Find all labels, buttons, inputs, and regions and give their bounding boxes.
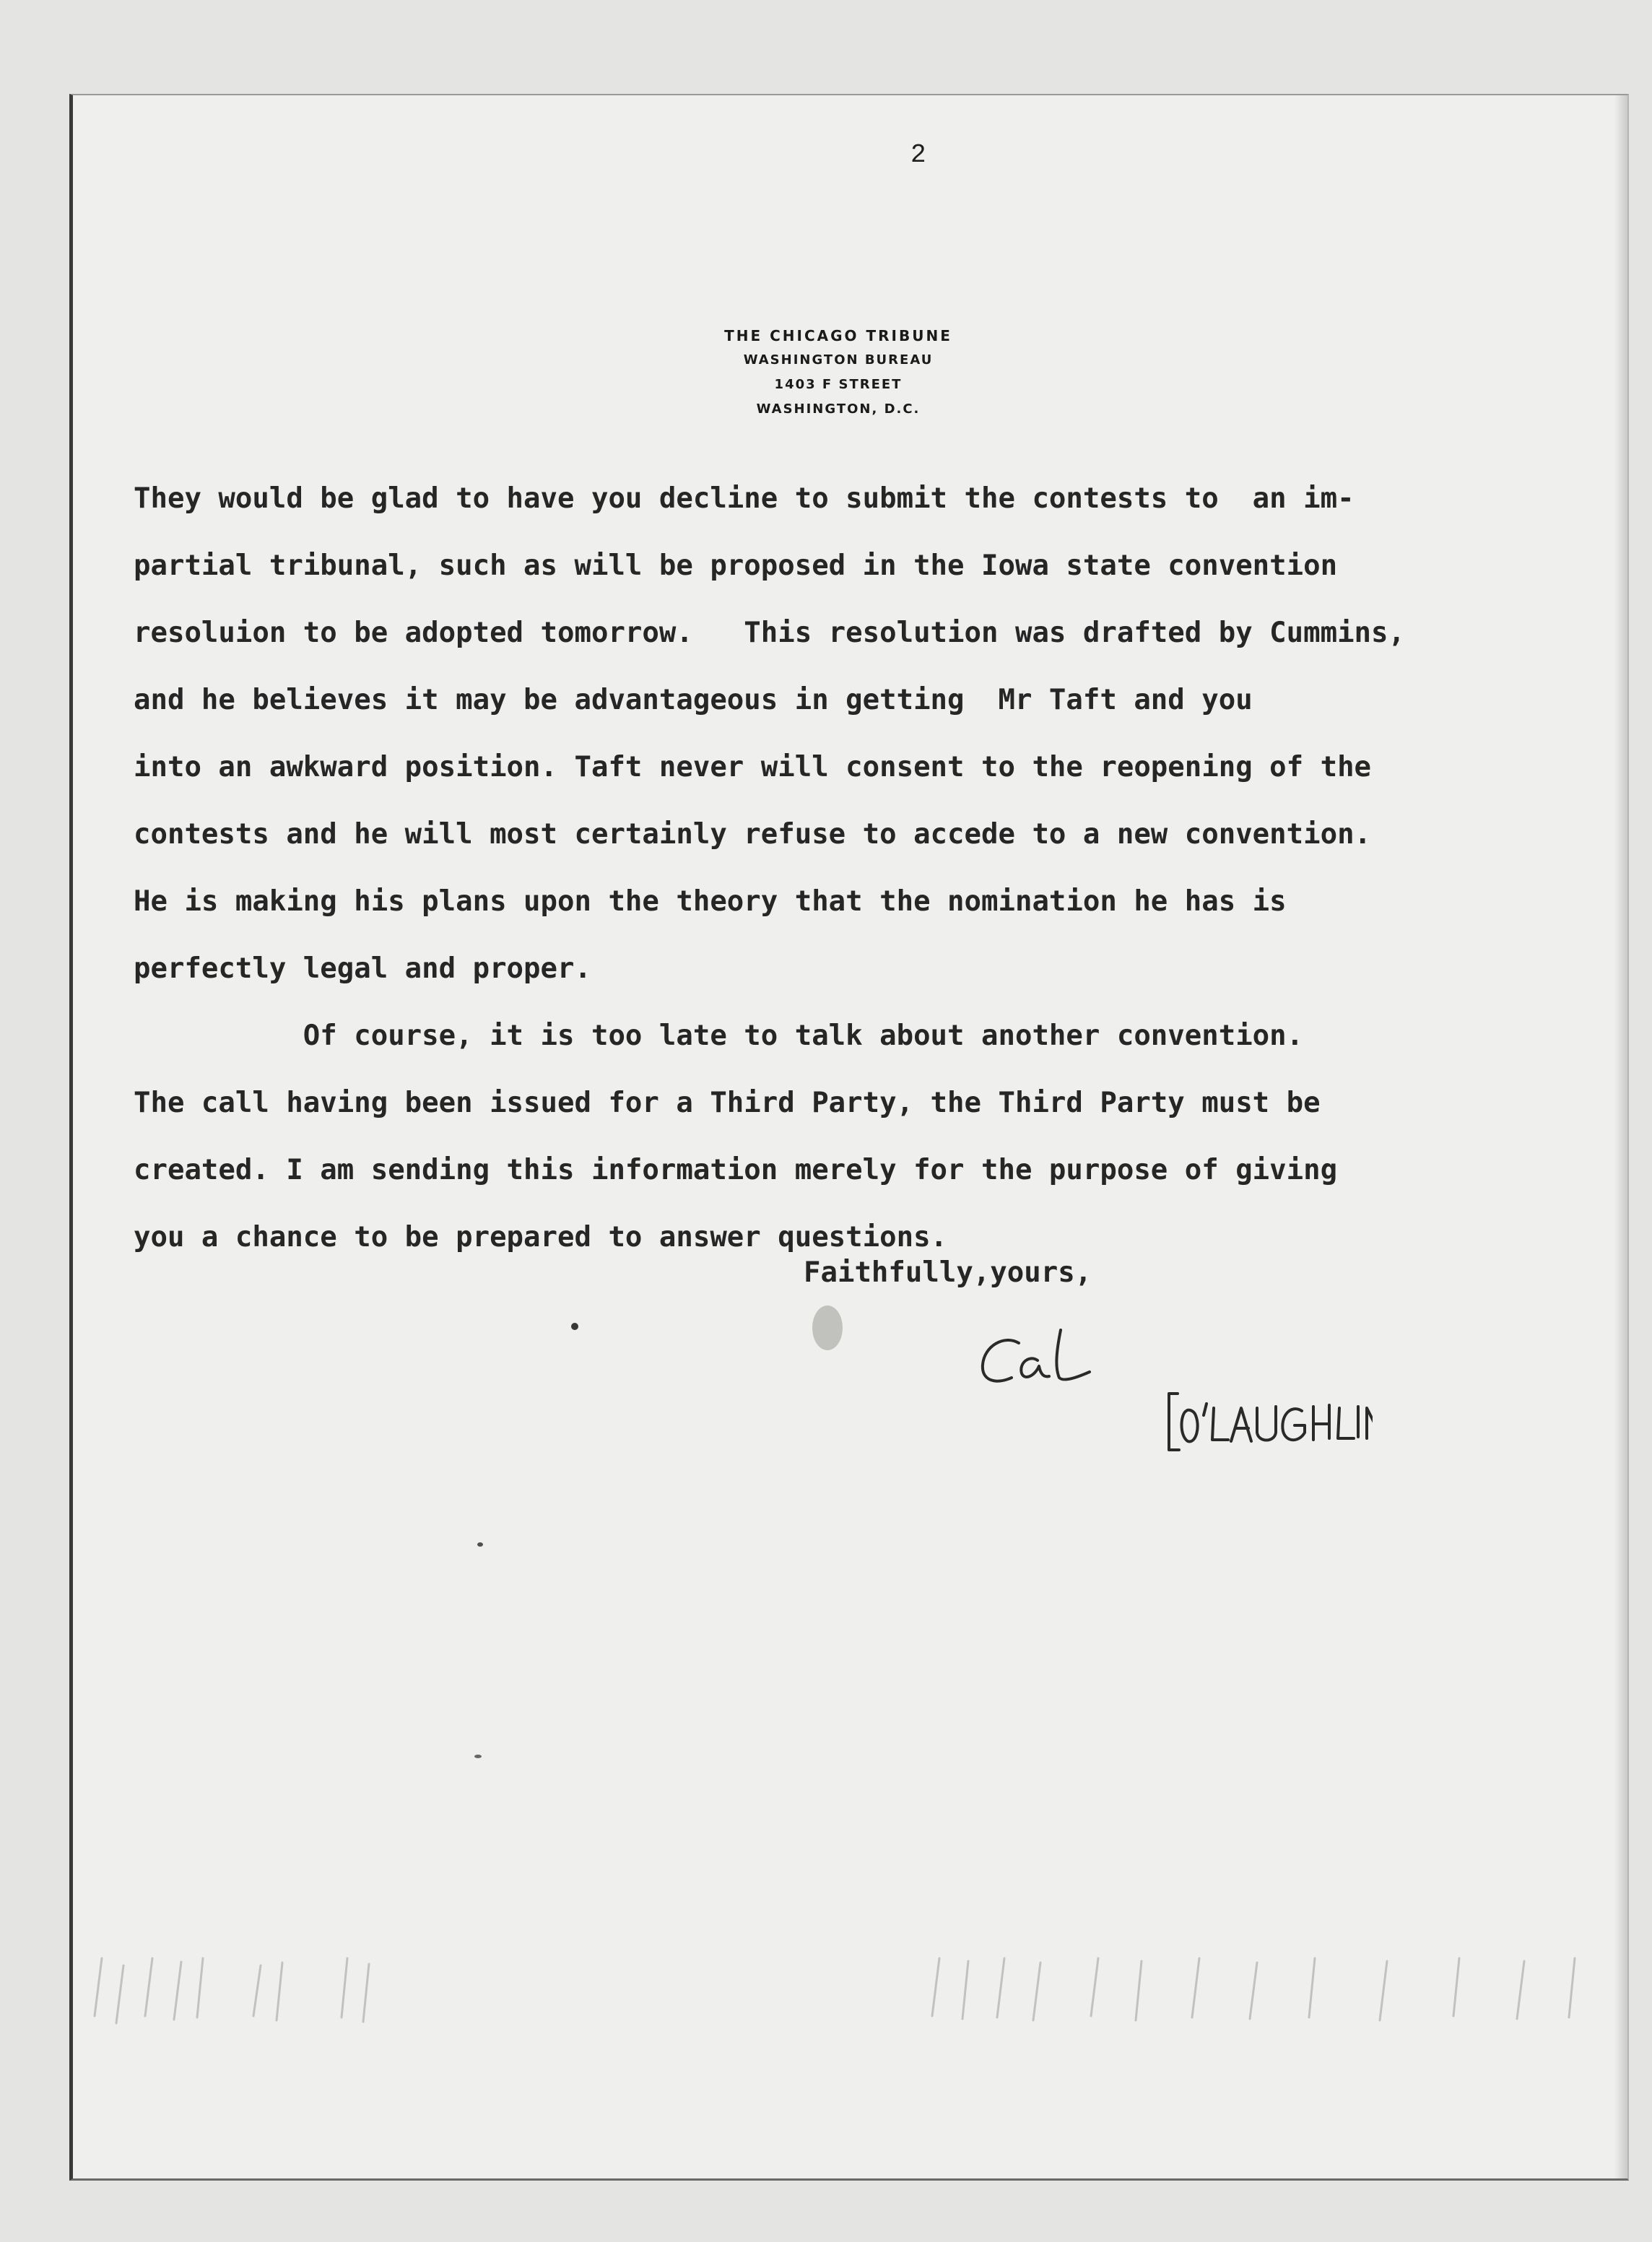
body-line: resoluion to be adopted tomorrow. This resolution was drafted by Cummins, bbox=[134, 617, 1405, 649]
letter-body bbox=[134, 465, 1621, 1271]
body-line: into an awkward position. Taft never will consent to the reopening of the bbox=[134, 751, 1372, 783]
page-edge-shadow bbox=[1614, 95, 1627, 2178]
body-line: created. I am sending this information merely for the purpose of giving bbox=[134, 1154, 1338, 1186]
ink-dot bbox=[477, 1542, 483, 1547]
letterhead bbox=[679, 323, 997, 422]
handwritten-signature bbox=[968, 1308, 1373, 1467]
body-line: partial tribunal, such as will be proposed in the Iowa state convention bbox=[134, 549, 1338, 582]
body-line: They would be glad to have you decline to submit the contests to an im- bbox=[134, 482, 1355, 515]
closing: Faithfully,yours, bbox=[804, 1256, 1092, 1289]
ink-dot bbox=[571, 1323, 578, 1330]
letterhead-organization: THE CHICAGO TRIBUNE bbox=[724, 327, 952, 344]
page-number: 2 bbox=[910, 140, 926, 170]
letterhead-city: WASHINGTON, D.C. bbox=[756, 401, 921, 417]
ink-dot bbox=[474, 1755, 482, 1758]
body-line: Of course, it is too late to talk about another convention. bbox=[134, 1020, 1304, 1052]
letter-page bbox=[69, 94, 1629, 2181]
letterhead-bureau: WASHINGTON BUREAU bbox=[743, 352, 934, 368]
body-line: perfectly legal and proper. bbox=[134, 952, 591, 985]
letterhead-street: 1403 F STREET bbox=[774, 377, 903, 392]
body-line: He is making his plans upon the theory that the nomination he has is bbox=[134, 885, 1287, 918]
ink-smudge bbox=[812, 1305, 843, 1350]
body-line: The call having been issued for a Third Party, the Third Party must be bbox=[134, 1087, 1321, 1119]
bleed-through-marks bbox=[73, 1937, 1629, 2067]
body-line: and he believes it may be advantageous in getting Mr Taft and you bbox=[134, 684, 1253, 716]
body-line: you a chance to be prepared to answer questions. bbox=[134, 1221, 948, 1253]
body-line: contests and he will most certainly refuse to accede to a new convention. bbox=[134, 818, 1372, 851]
